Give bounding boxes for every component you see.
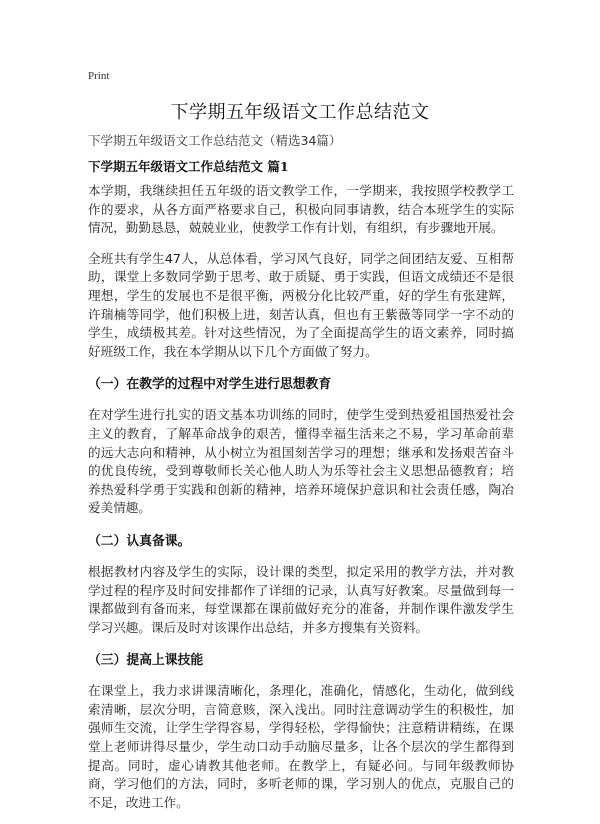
article-heading: 下学期五年级语文工作总结范文 篇1 <box>88 159 289 174</box>
section-text-ideology: 在对学生进行扎实的语文基本功训练的同时，使学生受到热爱祖国热爱社会主义的教育，了解革命战争的艰苦，懂得幸福生活来之不易，学习革命前辈的远大志向和精神，从小树立为祖国刻苦学习的理想；继承和发扬艰苦奋斗的优良传统，受到尊敬师长关心他人助人为乐等社会主义思想品德教育；培养热爱科学勇于实践和创新的精神，培养环境保护意识和社会责任感，陶冶爱美情趣。 <box>88 407 514 516</box>
section-text-lesson-prep: 根据教材内容及学生的实际，设计课的类型，拟定采用的教学方法，并对教学过程的程序及时间安排都作了详细的记录，认真写好教案。尽量做到每一课都做到有备而来，每堂课都在课前做好充分的准备，并制作课件激发学生学习兴趣。课后及时对该课作出总结，并多方搜集有关资料。 <box>88 563 514 635</box>
section-text-teaching-skills: 在课堂上，我力求讲课清晰化，条理化，准确化，情感化，生动化，做到线索清晰，层次分明，言简意赅，深入浅出。同时注意调动学生的积极性，加强师生交流，让学生学得容易，学得轻松，学得愉快；注意精讲精练，在课堂上老师讲得尽量少，学生动口动手动脑尽量多，让各个层次的学生都得到提高。同时，虚心请教其他老师。在教学上，有疑必问。与同年级教师协商，学习他们的方法，同时，多听老师的课，学习别人的优点，克服自己的不足，改进工作。 <box>88 683 514 810</box>
document-body <box>88 182 514 824</box>
section-heading-ideology: （一）在教学的过程中对学生进行思想教育 <box>88 377 332 393</box>
document-subtitle: 下学期五年级语文工作总结范文（精选34篇） <box>88 133 342 148</box>
class-overview-paragraph: 全班共有学生47人，从总体看，学习风气良好，同学之间团结友爱、互相帮助，课堂上多数同学勤于思考、敢于质疑、勇于实践，但语文成绩还不是很理想，学生的发展也不是很平衡，两极分化比较严重，好的学生有张建辉，许瑞楠等同学，他们积极上进，刻苦认真，但也有王紫薇等同学一字不动的学生，成绩极其差。针对这些情况，为了全面提高学生的语文素养，同时搞好班级工作，我在本学期从以下几个方面做了努力。 <box>88 250 514 359</box>
page-title: 下学期五年级语文工作总结范文 <box>170 102 430 123</box>
section-heading-teaching-skills: （三）提高上课技能 <box>88 653 204 669</box>
intro-paragraph: 本学期，我继续担任五年级的语文教学工作，一学期来，我按照学校教学工作的要求，从各方面严格要求自己，积极向同事请教，结合本班学生的实际情况，勤勤恳恳，兢兢业业，使教学工作有计划，有组织，有步骤地开展。 <box>88 183 514 236</box>
section-heading-lesson-prep: （二）认真备课。 <box>88 533 191 549</box>
print-label[interactable]: Print <box>88 70 110 82</box>
